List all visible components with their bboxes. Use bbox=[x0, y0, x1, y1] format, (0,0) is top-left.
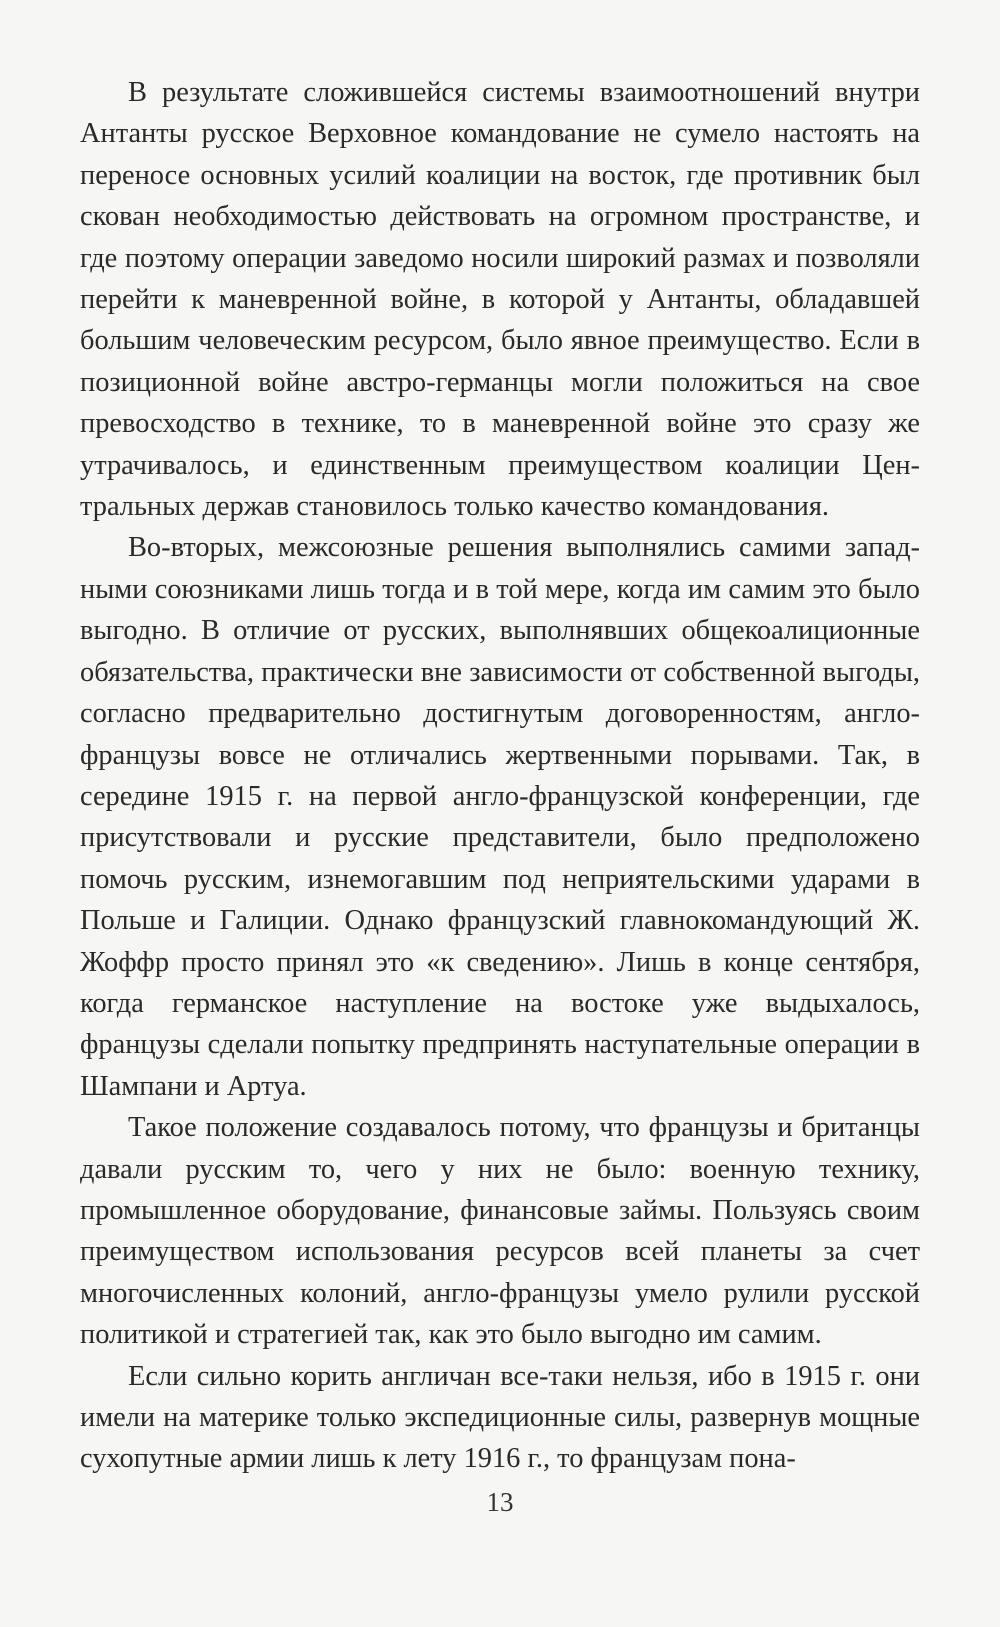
paragraph-4: Если сильно корить англичан все-таки нельзя, ибо в 1915 г. они имели на материке только экспедиционные силы, развернув мощные сухопутные армии лишь к лету 1916 г., то французам пона- bbox=[80, 1360, 920, 1475]
paragraph-2: Во-вторых, межсоюзные решения выполнялись самими западными союзниками лишь тогда и в той мере, когда им самим это было выгодно. В отличие от русских, выполнявших общекоалиционные обязательства, практически вне зависимости от собственной выгоды, согласно предварительно достигнутым договоренностям, англо-французы вовсе не отличались жертвенными порывами. Так, в середине 1915 г. на первой англо-французской конференции, где присутствовали и русские представители, было предположено помочь русским, изнемогавшим под неприятельскими ударами в Польше и Галиции. Однако французский главнокомандующий Ж. Жоффр просто принял это «к сведению». Лишь в конце сентября, когда германское наступление на востоке уже выдыхалось, французы сделали попытку предпринять наступательные операции в Шампани и Артуа. bbox=[80, 532, 920, 1102]
page-number: 13 bbox=[486, 1487, 514, 1517]
paragraph-1: В результате сложившейся системы взаимоотношений внутри Антанты русское Верховное командование не сумело настоять на переносе основных усилий коалиции на восток, где противник был скован необходимостью действовать на огромном пространстве, и где поэтому операции заведомо носили широкий размах и позволяли перейти к маневренной войне, в которой у Антанты, обладавшей большим человеческим ресурсом, было явное преимущество. Если в позиционной войне австро-германцы могли положиться на свое превосходство в технике, то в маневренной войне это сразу же утрачивалось, и единственным преимуществом коалиции Центральных держав становилось только качество командования. bbox=[80, 77, 920, 523]
body-text bbox=[80, 72, 920, 1480]
paragraph-3: Такое положение создавалось потому, что французы и британцы давали русским то, чего у них не было: военную технику, промышленное оборудование, финансовые займы. Пользуясь своим преимуществом использования ресурсов всей планеты за счет многочисленных колоний, англо-французы умело рулили русской политикой и стратегией так, как это было выгодно им самим. bbox=[80, 1112, 920, 1351]
